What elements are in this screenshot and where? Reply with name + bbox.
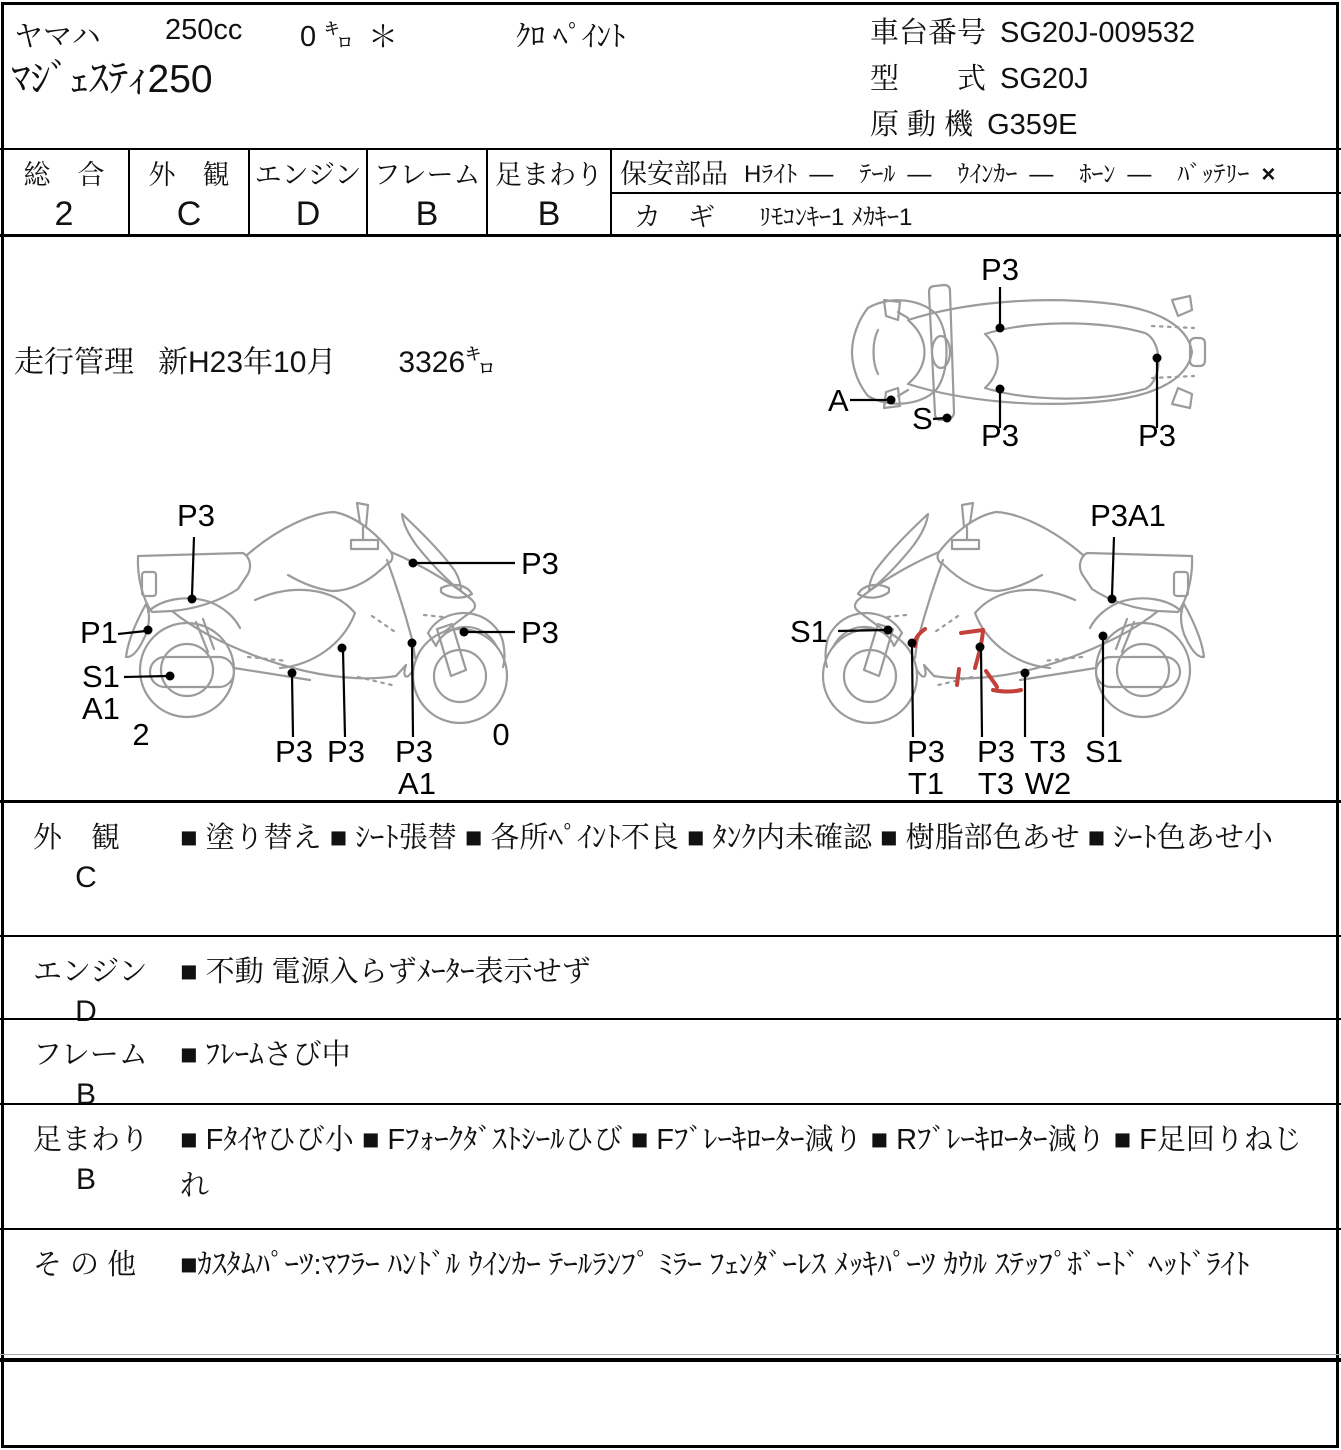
section-comments: ■ 不動 電源入らずﾒｰﾀｰ表示せず (180, 956, 591, 988)
top-view-sketch (852, 285, 1205, 420)
section-comments: ■ Fﾀｲﾔひび小 ■ Fﾌｫｰｸﾀﾞｽﾄｼｰﾙひび ■ Fﾌﾞﾚｰｷﾛｰﾀｰ減り ■ Rﾌﾞﾚｰｷﾛｰﾀｰ減り ■ F足回りねじれ (180, 1124, 1302, 1202)
vehicle-id-block (870, 10, 1195, 148)
chassis-number-value: SG20J-009532 (1000, 17, 1196, 49)
grade-row (0, 148, 1341, 237)
safety-item-horn (1079, 154, 1151, 189)
odometer-reading: 0 ㌔ (300, 21, 354, 53)
maker-name: ヤマハ (14, 21, 101, 53)
chassis-number-row (870, 10, 1195, 56)
section-frame (0, 1018, 1341, 1111)
model-code-label: 型 式 (870, 63, 987, 95)
mileage-distance: 3326㌔ (398, 346, 496, 379)
damage-label: P3A1 (1090, 498, 1166, 533)
safety-item-status: ― (907, 160, 932, 188)
damage-label: S1 (1085, 734, 1123, 769)
safety-item-winker (957, 154, 1053, 189)
empty-remarks-box (0, 1362, 1341, 1443)
damage-label: S1 (82, 659, 120, 694)
safety-parts-panel (612, 150, 1341, 234)
engine-code-value: G359E (987, 109, 1078, 141)
damage-label: P3 (177, 498, 215, 533)
safety-item-status: ― (1127, 160, 1152, 188)
grade-label: 総 合 (23, 160, 105, 190)
damage-label: A1 (398, 766, 436, 800)
damage-label: W2 (1024, 766, 1072, 800)
section-label: 足まわり (33, 1124, 150, 1156)
section-grade: C (75, 861, 97, 894)
tread-depth-value: 0 (492, 717, 510, 752)
safety-item-name: Hﾗｲﾄ (744, 160, 798, 188)
damage-label: P3 (1138, 418, 1176, 453)
red-damage-marks (915, 629, 1021, 692)
safety-item-headlight (744, 154, 833, 189)
engine-displacement: 250cc (165, 14, 243, 46)
section-other (0, 1228, 1341, 1355)
damage-label: T3 (977, 766, 1015, 800)
safety-item-status: ― (1029, 160, 1054, 188)
damage-label: S1 (790, 614, 828, 649)
grade-value: 2 (54, 195, 74, 233)
safety-item-name: ﾊﾞｯﾃﾘｰ (1177, 160, 1250, 188)
damage-label: P3 (521, 546, 559, 581)
damage-label: T1 (907, 766, 945, 800)
safety-item-battery (1177, 154, 1275, 189)
damage-label: P1 (80, 615, 118, 650)
engine-code-label: 原 動 機 (870, 109, 974, 141)
section-label: 外 観 (33, 822, 121, 854)
chassis-number-label: 車台番号 (870, 17, 987, 49)
damage-label: S (912, 401, 933, 436)
section-grade: B (75, 1163, 96, 1196)
mileage-label: 走行管理 (14, 346, 134, 379)
left-side-sketch (126, 503, 507, 723)
damage-label: P3 (907, 734, 945, 769)
damage-label: A (828, 383, 849, 418)
damage-diagram-area (0, 237, 1341, 800)
grade-value: D (295, 195, 321, 233)
section-engine (0, 935, 1341, 1028)
vehicle-sketch-svg (0, 237, 1341, 800)
model-code-row (870, 56, 1195, 102)
safety-parts-label: 保安部品 (620, 158, 728, 189)
first-registration: 新H23年10月 (158, 346, 337, 379)
section-comments: ■ 塗り替え ■ ｼｰﾄ張替 ■ 各所ﾍﾟｲﾝﾄ不良 ■ ﾀﾝｸ内未確認 ■ 樹脂部色あせ ■ ｼｰﾄ色あせ小 (180, 822, 1273, 854)
tread-depth-value: 2 (132, 717, 150, 752)
keys-value: ﾘﾓｺﾝｷｰ1 ﾒｶｷｰ1 (759, 203, 913, 231)
section-label: エンジン (33, 956, 148, 988)
grade-label: 足まわり (495, 160, 603, 190)
damage-label: A1 (82, 691, 120, 726)
safety-item-name: ﾃｰﾙ (859, 160, 896, 188)
body-color: ｸﾛ ﾍﾟｲﾝﾄ (516, 21, 626, 53)
grade-label: 外 観 (148, 160, 230, 190)
section-exterior (0, 800, 1341, 935)
grade-value: B (415, 195, 439, 233)
damage-label: T3 (1029, 734, 1067, 769)
damage-label: P3 (977, 734, 1015, 769)
safety-item-status: ― (809, 160, 834, 188)
keys-row (612, 194, 1341, 234)
grade-cell-frame (368, 150, 488, 234)
safety-parts-row (612, 150, 1341, 194)
damage-label: P3 (521, 615, 559, 650)
safety-item-name: ｳｲﾝｶｰ (957, 160, 1018, 188)
damage-label: P3 (981, 418, 1019, 453)
grade-value: B (537, 195, 561, 233)
damage-label: P3 (395, 734, 433, 769)
safety-item-name: ﾎｰﾝ (1079, 160, 1116, 188)
model-code-value: SG20J (1000, 63, 1089, 95)
section-undercarriage (0, 1103, 1341, 1228)
section-grade: D (75, 995, 97, 1028)
mileage-line (14, 337, 495, 381)
engine-code-row (870, 102, 1195, 148)
safety-item-taillight (859, 154, 931, 189)
grade-cell-engine (250, 150, 368, 234)
odometer-mark: ＊ (368, 21, 398, 54)
damage-label: P3 (275, 734, 313, 769)
hairline-divider (0, 1354, 1341, 1355)
grade-cell-exterior (130, 150, 250, 234)
grade-label: フレーム (373, 160, 481, 190)
safety-item-status: × (1261, 160, 1276, 188)
model-name: ﾏｼﾞｪｽﾃｨ250 (11, 58, 213, 101)
damage-label: P3 (981, 252, 1019, 287)
grade-cell-overall (0, 150, 130, 234)
damage-label: P3 (327, 734, 365, 769)
keys-label: カ ギ (634, 201, 715, 232)
grade-value: C (176, 195, 202, 233)
grade-cell-undercarriage (488, 150, 612, 234)
section-comments: ■ ﾌﾚｰﾑさび中 (180, 1039, 351, 1071)
section-comments: ■ｶｽﾀﾑﾊﾟｰﾂ:ﾏﾌﾗｰ ﾊﾝﾄﾞﾙ ｳｲﾝｶｰ ﾃｰﾙﾗﾝﾌﾟ ﾐﾗｰ ﾌｪﾝﾀﾞｰﾚｽ ﾒｯｷﾊﾟｰﾂ ｶｳﾙ ｽﾃｯﾌﾟﾎﾞｰﾄﾞ ﾍｯﾄﾞﾗｲﾄ (180, 1249, 1250, 1281)
section-grade: B (75, 1078, 96, 1111)
damage-code-labels (80, 252, 1176, 800)
section-label: そ の 他 (33, 1249, 137, 1281)
section-label: フレーム (33, 1039, 148, 1071)
grade-label: エンジン (254, 160, 362, 190)
